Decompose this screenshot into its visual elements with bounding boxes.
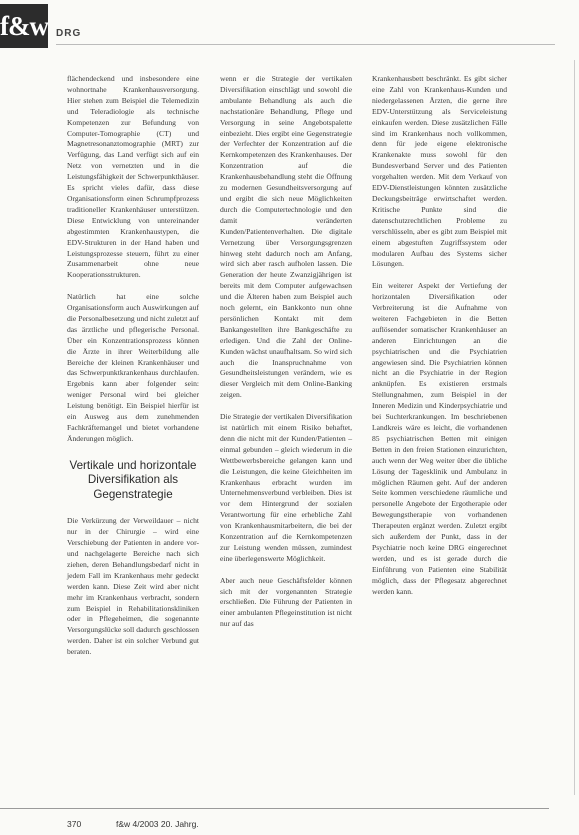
page-number: 370 bbox=[67, 819, 82, 829]
text-column-2 bbox=[220, 74, 352, 630]
paragraph: flächendeckend und insbesondere eine wohnortnahe Krankenhausversorgung. Hier stehen zum Beispiel die Telemedizin und Teleradiologie als technische Kompetenzen zur Befundung von Computer-Tomographie (CT) und Magnetresonanztomographie (MRT) zur Verfügung, das Land verfügt sich auf ein Netz von vernetzten und in die Leistungsfähigkeit der Schwerpunkthäuser. Es spricht vieles dafür, dass diese Organisationsform einen Schrumpfprozess traditioneller Krankenhäuser unterstützen. Diese Entwicklung von untereinander abgestimmten Krankenhaustypen, die EDV-Strukturen in der Hand haben und Leistungsprozesse steuern, führt zu einer Zusammenarbeit ohne neue Kooperationsstrukturen. bbox=[67, 74, 199, 280]
section-heading: Vertikale und horizontale Diversifikation als Gegenstrategie bbox=[69, 458, 197, 501]
page-edge-line bbox=[574, 60, 575, 795]
paragraph: Die Strategie der vertikalen Diversifikation ist natürlich mit einem Risiko behaftet, denn die nicht mit der Kunden/Patienten – einmal gebunden – gleich wiederum in die Wettbewerbsbereiche gelangen kann und die Leistungen, die keine Gleichheiten im Krankenhaus erbracht wurden im Unternehmensverbund verbleiben. Dies ist vor dem Hintergrund der sozialen Verantwortung für eine erhebliche Zahl von Krankenhausmitarbeitern, die bei der Konzentration auf die Kernkompetenzen zur Leistung wenden müssen, zumindest eine überlegenswerte Möglichkeit. bbox=[220, 412, 352, 563]
page-header bbox=[0, 0, 579, 50]
journal-logo: f&w bbox=[0, 4, 48, 48]
header-rule bbox=[56, 44, 555, 45]
paragraph: wenn er die Strategie der vertikalen Diversifikation einschlägt und sowohl die ambulante Behandlung als auch die nachstationäre Behandlung, Pflege und Versorgung in seine Angebotspalette einbezieht. Dies ergibt eine Gegenstrategie der Verfechter der Konzentration auf die Kernkompetenzen des Krankenhauses. Der Konzentration auf die Krankenhausbehandlung steht die Öffnung zu modernen Gesundheitsversorgung auf und ergibt die sich neue Möglichkeiten durch die Computertechnologie und den damit veränderten Kunden/Patientenverhalten. Die digitale Vernetzung über Versorgungsgrenzen hinweg steht dadurch noch am Anfang, wird sich aber rasch aufholen lassen. Die Generation der heute Zwanzigjährigen ist bereits mit dem Computer aufgewachsen und die Älteren haben zum Beispiel auch noch gelernt, ein Bankkonto nun ohne persönlichen Kontakt mit dem Bankangestellten ihre Bankgeschäfte zu erledigen. Und die Zahl der Online-Kunden wächst unaufhaltsam. So wird sich auch die Inanspruchnahme von Gesundheitsleistungen verändern, wie es dieser Vergleich mit dem Online-Banking zeigen. bbox=[220, 74, 352, 400]
footer-rule bbox=[0, 808, 549, 809]
page-footer bbox=[0, 808, 579, 835]
section-label: DRG bbox=[56, 28, 82, 39]
paragraph: Die Verkürzung der Verweildauer – nicht nur in der Chirurgie – wird eine Verschiebung der Patienten in andere vor- und nachgelagerte Bereiche nach sich ziehen, deren Behandlungsbedarf nicht in jedem Fall im Krankenhaus mehr gedeckt werden kann. Diese Zeit wird aber nicht mehr im Krankenhaus verbracht, sondern zum Beispiel in Rehabilitationskliniken oder in Pflegeheimen, die sogenannte Versorgungslücke soll dadurch geschlossen werden. Daher ist ein solcher Verbund gut beraten. bbox=[67, 516, 199, 657]
text-column-3 bbox=[372, 74, 507, 597]
paragraph: Aber auch neue Geschäftsfelder können sich mit der vorgenannten Strategie erschließen. Die Führung der Patienten in einer ambulanten Pflegeinstitution ist nicht nur auf das bbox=[220, 575, 352, 629]
issue-label: f&w 4/2003 20. Jahrg. bbox=[116, 819, 199, 829]
text-column-1 bbox=[67, 74, 199, 658]
paragraph: Krankenhausbett beschränkt. Es gibt sicher eine Zahl von Krankenhaus-Kunden und niedergelassenen Ärzten, die gerne ihre EDV-Unterstützung als Serviceleistung einkaufen werden. Diese zusätzlichen Fälle sind im Krankenhaus noch vollkommen, denn für jede eigene elektronische Krankenakte muss sowohl für den Bundesverband Server und des Patienten vorgehalten werden. Mit dem Verkauf von EDV-Dienstleistungen könnten zusätzliche Deckungsbeiträge erwirtschaftet werden. Kritische Punkte sind die datenschutzrechtlichen Probleme zu verschlüsseln, aber es gibt zum Beispiel mit einem abgestuften Zugriffssystem oder modularen Aufbau des Systems sicher Lösungen. bbox=[372, 74, 507, 269]
paragraph: Ein weiterer Aspekt der Vertiefung der horizontalen Diversifikation oder Verbreiterung ist die Aufnahme von weiteren Fachgebieten in die Betten auflösender somatischer Krankenhäuser an anderen Einrichtungen an die psychiatrischen und die Psychiatrien angewiesen sind. Die Psychiatrien können nicht an die Psychiatrie in der Region anknüpfen. Es existieren erstmals Stellungnahmen, zum Beispiel in der Inneren Medizin und Kinderpsychiatrie und bei Suchterkrankungen. Im beschriebenen Landkreis wäre es leicht, die vorhandenen 85 psychiatrischen Betten mit einigen Betten in den freien Stationen einzurichten, auch wenn der Weg weiter über die übliche Lösung der Tagesklinik und Ambulanz in möglichen Räumen geht. Auf der anderen Seite kommen verschiedene räumliche und personelle Angebote der Ergotherapie oder Bewegungstherapie von vorhandenen Therapeuten ergänzt werden. Zuletzt ergibt sich außerdem der Punkt, dass in der Psychiatrie noch keine DRG eingerechnet werden, und es ist gerade durch die Einführung von Patienten eine Stabilität möglich, dass der Pflegesatz abgerechnet werden kann. bbox=[372, 281, 507, 596]
paragraph: Natürlich hat eine solche Organisationsform auch Auswirkungen auf die Personalbesetzung und nicht zuletzt auf das ärztliche und pflegerische Personal. Über ein Konzentrationsprozess können die Ärzte in ihrer Weiterbildung alle Bereiche der kleinen Krankenhäuser und das Schwerpunktkrankenhaus durchlaufen. Ergebnis kann aber folgender sein: weniger Personal wird bei gleicher Leistung benötigt. Ein Beispiel hierfür ist ein Ausweg aus dem zunehmenden Fachkräftemangel und bietet vorhandene Änderungen möglich. bbox=[67, 292, 199, 443]
